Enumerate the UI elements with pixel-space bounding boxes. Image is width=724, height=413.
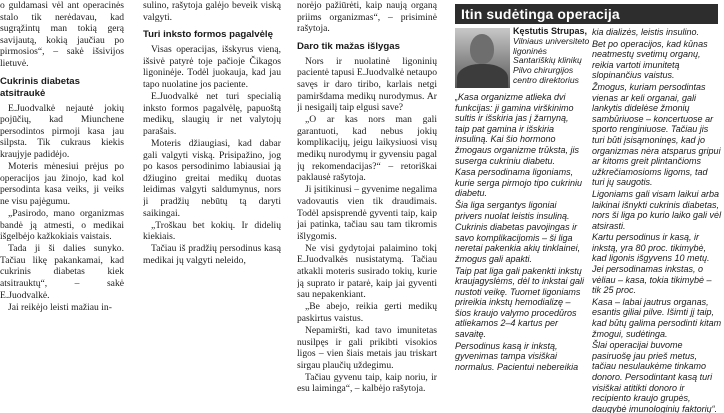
paragraph: „Pasirodo, mano organizmas bandė ją atmesti, o medikai išgelbėjo kažkokiais vaistais. xyxy=(0,207,124,243)
sidebar-paragraph: „Kasa organizme atlieka dvi funkcijas: ji gamina virškinimo sultis ir išskiria jas į žarnyną, taip pat gamina ir išskiria insuliną. Kai šio hormono žmogaus organizme trūksta, jis suserga cukriniu diabetu. xyxy=(455,92,580,166)
photo-head-shape xyxy=(470,34,494,64)
subheading: Cukrinis diabetas atsitraukė xyxy=(0,75,80,99)
sidebar-paragraph: Kasa persodinama ligoniams, kurie serga pirmojo tipo cukriniu diabetu. xyxy=(455,167,583,199)
article-column-2 xyxy=(143,0,281,413)
sidebar-paragraph: Kartu persodinus ir kasą, ir inkstą, yra 80 proc. tikimybė, kad ligonis išgyvens 10 metų. Jei persodinamas inkstas, o vėliau – kasa, tokia tikimybė – tik 25 proc. xyxy=(592,232,712,296)
paragraph: „Be abejo, reikia gerti medikų paskirtus vaistus. xyxy=(297,301,437,324)
paragraph: Ne visi gydytojai palaimino tokį E.Juodvalkės nusistatymą. Tačiau atkakli moteris susirado tokių, kurie ją suprato ir patarė, kaip jai gyventi sau nepakenkiant. xyxy=(297,242,437,301)
sidebar-column-right xyxy=(592,27,722,413)
paragraph: Nepamiršti, kad tavo imunitetas nusilpęs ir gali prikibti visokios ligos – vien šiais metais jau triskart sirgau plaučių uždegimu. xyxy=(297,324,437,371)
paragraph: o guldamasi vėl ant operacinės stalo tik nerėdavau, kad sugrąžintų man tokią gerą savijautą, kokią jaučiau po pirmosios“, – sakė išsivijos lietuvė. xyxy=(0,0,124,69)
paragraph: Moteris mėnesiui prėjus po operacijos jau žinojo, kad kol persodinta kasa veiks, ji veiks ne visu pajėgumu. xyxy=(0,161,124,207)
paragraph: Nors ir nuolatinė ligoninių pacientė tapusi E.Juodvalkė netaupo savęs ir daro tiribo, karlais netgi pamiršdama medikų nurodymus. Ar ji nesigailį taip elgusi save? xyxy=(297,55,437,114)
author-photo xyxy=(455,28,510,88)
author-role: Vilniaus universiteto ligoninės Santariškių klinikų Pilvo chirurgijos centro direktorius xyxy=(513,35,590,85)
sidebar-paragraph: kia dializės, leistis insulino. xyxy=(592,27,700,37)
subheading: Daro tik mažas išlygas xyxy=(297,40,400,52)
paragraph: Moteris džiaugiasi, kad dabar gali valgyti viską. Prisipažino, jog po kasos persodinimo labiausiai ją džiugino greitai medikų duotas leidimas valgyti saldumynus, nors ji pradžių nebūtų tą daryti saikingai. xyxy=(143,137,281,219)
paragraph: E.Juodvalkė nejautė jokių pojūčių, kad Miunchene persodintos pirmoji kasa jau silpsta. Tik cukraus kiekis kraujyje padidėjo. xyxy=(0,102,124,160)
paragraph: Tačiau iš pradžių persodinus kasą medikai jų valgyti neleido, xyxy=(143,243,281,266)
paragraph: sulino, rašytoja galėjo beveik viską valgyti. xyxy=(143,0,281,23)
paragraph: Ji įsitikinusi – gyvenime negalima vadovautis vien tik draudimais. Todėl apsisprendė gyventi taip, kaip jai patinka, tačiau sau tam tikromis išlygomis. xyxy=(297,184,437,242)
paragraph: „O ar kas nors man gali garantuoti, kad nebus jokių komplikacijų, jeigu laikysiuosi visų medikų nurodymų ir gyvensiu pagal jų rekomendacijas?“ – retoriškai paklausė rašytoja. xyxy=(297,114,437,184)
sidebar-paragraph: Šlai operacijai buvome pasiruošę jau prieš metus, tačiau nesulaukėme tinkamo donoro. Persodintant kasą turi visiškai atitikti donoro ir recipiento kraujo grupės, daugybė imunologinių faktorių“. xyxy=(592,340,718,413)
sidebar-box xyxy=(449,0,724,413)
sidebar-paragraph: Ligoniams gali visam laikui arba laikinai išnykti cukrinis diabetas, nors ši liga po kurio laiko gali vėl atsirasti. xyxy=(592,188,722,231)
paragraph: „Troškau bet kokių. Ir didelių kiekiais. xyxy=(143,219,281,243)
subheading: Turi inksto formos pagalvėlę xyxy=(143,29,273,41)
author-name: Kęstutis Strupas, xyxy=(513,26,588,36)
photo-body-shape xyxy=(457,64,508,88)
sidebar-paragraph: Žmogus, kuriam persodintas vienas ar keli organai, gali lankytis didelėse žmonių sambūriuose – koncertuose ar sporto renginiuose. Tačiau jis turi būti įsisąmoninęs, kad jo organizmas nėra atsparus gripui ar kitoms greit plintančioms užkrečiamosioms ligoms, tad turi jų saugotis. xyxy=(592,81,721,188)
article-column-1 xyxy=(0,0,124,413)
paragraph: norėjo pažiūrėti, kaip naują organą priims organizmas“, – prisiminė rašytoja. xyxy=(297,0,437,35)
sidebar-column-left xyxy=(455,92,585,413)
paragraph: Jai reikėjo leisti mažiau in- xyxy=(8,301,112,313)
paragraph: Tada ji ši dalies sunyko. Tačiau likę pakankamai, kad cukrinis diabetas kiek atsitrauktų“, – sakė E.Juodvalkė. xyxy=(0,243,124,301)
sidebar-paragraph: Persodinus kasą ir inkstą, gyvenimas tampa visiškai normalus. Pacientui nebereikia xyxy=(455,340,579,372)
sidebar-paragraph: Bet po operacijos, kad kūnas neatmestų svetimų organų, reikia vartoti imunitetą slopinančius vaistus. xyxy=(592,38,708,81)
sidebar-paragraph: Taip pat liga gali pakenkti inkstų kraujagyslėms, dėl to inkstai gali nustoti veikę. Tuomet ligoniams prireikia inkstų hemodializę – šios kraujo valymo procedūros atliekamos 2–4 kartus per savaitę. xyxy=(455,265,585,340)
paragraph: Tačiau gyvenu taip, kaip noriu, ir esu laiminga“, – kalbėjo rašytoja. xyxy=(297,371,437,395)
author-byline xyxy=(513,27,591,86)
sidebar-paragraph: Kasa – labai jautrus organas, esantis giliai pilve. Išimti jį taip, kad būtų galima persodinti kitam žmogui, sudėtinga. xyxy=(592,296,722,339)
paragraph: Visas operacijas, išskyrus vieną, išsivė patyrė toje pačioje Čikagos ligoninėje. Todėl juokauja, kad jau tapo nuolatine jos paciente. xyxy=(143,44,281,90)
sidebar-banner: Itin sudėtinga operacija xyxy=(455,4,718,24)
paragraph: E.Juodvalkė net turi specialią inksto formos pagalvėlę, papuoštą medikų, slaugių ir net valytojų parašais. xyxy=(143,91,281,137)
sidebar-paragraph: Cukrinis diabetas pavojingas ir savo komplikacijomis – ši liga neretai pakenkia akių tinklainei, žmogus gali apakti. xyxy=(455,222,581,264)
article-column-3 xyxy=(297,0,437,413)
sidebar-paragraph: Šia liga sergantys ligoniai privers nuolat leistis insuliną. xyxy=(455,199,570,221)
